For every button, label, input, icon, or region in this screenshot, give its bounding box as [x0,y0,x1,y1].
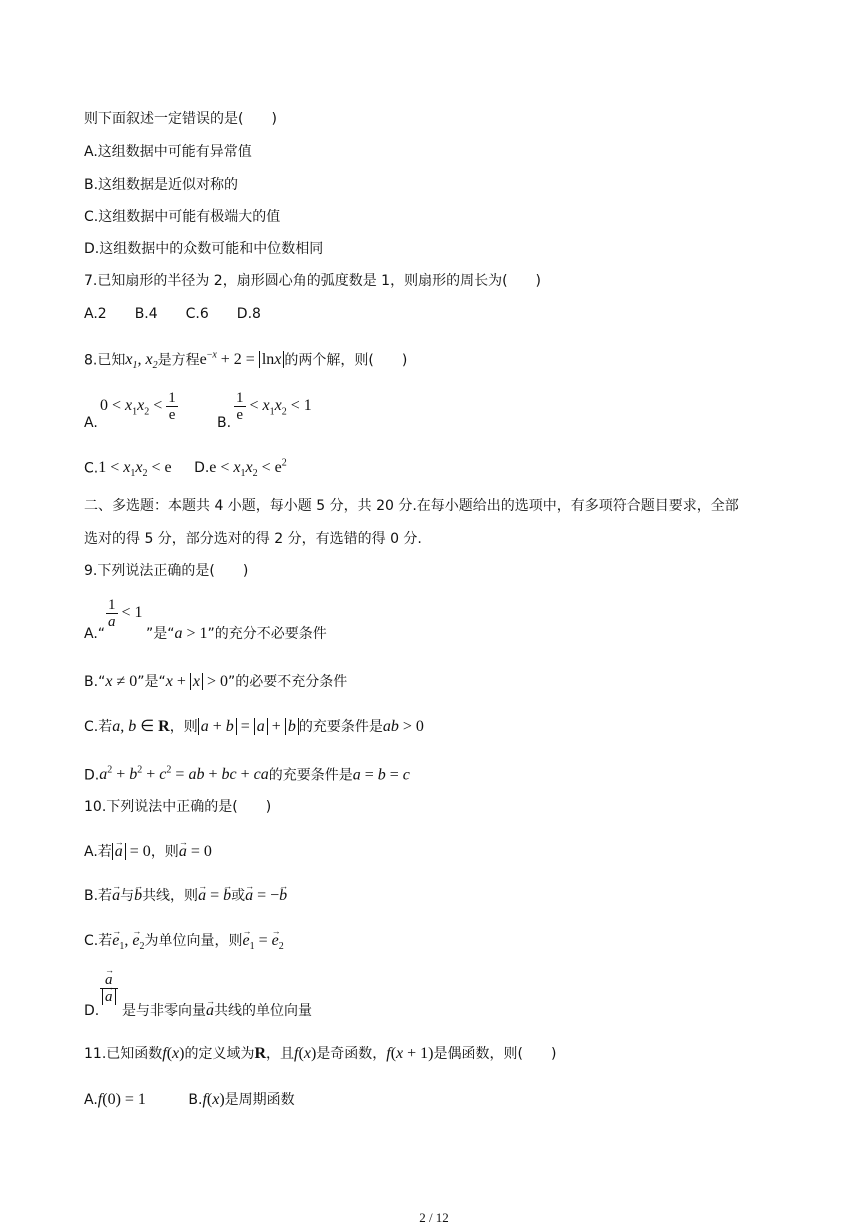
q9-option-b-math-2: x + x > 0 [165,673,229,690]
page-number: 2 / 12 [419,1210,449,1225]
q11-option-b-text: 是周期函数 [224,1092,295,1108]
q10-option-b-math-eq2: → a = −→ b [245,887,287,904]
q8-options-cd [84,455,287,484]
q10-option-c-math-2: → $e_1$ = → $e_2$ [242,932,283,949]
section-2-heading: 二、多选题：本题共 4 小题，每小题 5 分，共 20 分.在每小题给出的选项中，有多项符合题目要求，全部 [84,498,739,514]
q8-option-a-label: A. [84,415,98,431]
q9-option-c [84,718,424,736]
q11-math-R: R [254,1045,267,1062]
q11-option-a-math: f(0) = 1 [97,1091,146,1108]
q10-option-d-text: 是与非零向量→ a共线的单位向量 [122,1002,312,1020]
q11-math-fx-2: f(x) [294,1045,317,1062]
q8-option-d-math: $e < x_1x_2 < e^2$ [209,458,287,480]
question-11 [84,1045,556,1063]
q9-option-c-math-2: a + b = a + b [198,718,299,735]
q11-text-5: 是偶函数，则( ) [433,1046,557,1062]
q10-option-c-math-1: → $e_1$, → $e_2$ [112,932,144,949]
q10-option-a [84,843,212,861]
q9-option-c-math-1: a, b ∈ R [112,718,170,735]
q9-option-b-math-1: x ≠ 0 [105,673,138,690]
q10-option-b-text-2: 与 [120,888,135,904]
q10-option-d-math-frac: → a → a [100,972,118,1005]
q9-option-d [84,762,410,784]
q8-math-x1x2: $x_1$, $x_2$ [125,351,158,372]
q11-option-a-label: A. [84,1092,98,1108]
q10-option-c-text-2: 为单位向量，则 [144,933,243,949]
q10-option-a-text-1: A.若 [84,844,112,860]
q9-option-b-text-1: ”是“ [137,674,166,690]
q6-option-b: B.这组数据是近似对称的 [84,177,239,193]
q11-math-fx: f(x) [162,1045,185,1062]
q11-text-3: ，且 [266,1046,295,1062]
q6-option-d: D.这组数据中的众数可能和中位数相同 [84,241,324,257]
q8-option-a-math: $0 < x_1x_2$ < $\frac{1}{e}$ [100,390,176,423]
q6-option-c: C.这组数据中可能有极端大的值 [84,209,281,225]
q8-text-1: 8.已知 [84,352,126,369]
q9-option-b-text-2: ”的必要不充分条件 [228,674,348,690]
q10-option-b [84,887,287,905]
q9-option-a-label: A.“ [84,626,106,642]
q9-option-c-math-3: ab > 0 [382,718,424,735]
q9-option-c-text-3: 的充要条件是 [298,719,383,735]
q10-option-a-math-2: → a = 0 [179,843,212,860]
q8-option-c-math: $1 < x_1x_2 < e$ [98,459,172,480]
q9-option-b-label: B. [84,674,99,690]
q9-option-d-math-1: $a^2 + b^2 + c^2$ = ab + bc + ca [99,765,269,784]
q9-option-d-label: D. [84,767,100,784]
q9-option-d-text: 的充要条件是 [268,767,353,784]
q9-option-c-text-2: ，则 [169,719,198,735]
q8-option-d-label: D. [194,460,210,477]
q8-option-b-math: $\frac{1}{e}$ < $x_1x_2 < 1$ [236,390,312,423]
question-7: 7.已知扇形的半径为 2，扇形圆心角的弧度数是 1，则扇形的周长为( ) [84,273,541,289]
question-9: 9.下列说法正确的是( ) [84,563,249,579]
q9-option-d-math-2: a = b = c [352,766,410,784]
section-2-heading-cont: 选对的得 5 分，部分选对的得 2 分，有选错的得 0 分. [84,531,422,547]
q8-text-2: 是方程 [157,352,200,369]
q8-option-c-label: C. [84,460,99,477]
q10-option-b-math-a: → a [112,887,120,904]
q10-option-c [84,932,284,956]
q9-option-b: B.“x ≠ 0”是“x + x > 0”的必要不充分条件 [84,673,348,690]
q6-option-a: A.这组数据中可能有异常值 [84,144,252,160]
q10-option-b-text-3: 共线，则 [142,888,199,904]
q7-options: A.2 B.4 C.6 D.8 [84,306,261,322]
q10-option-a-math-1: → a = 0 [112,843,151,860]
q10-option-b-math-eq1: → a = → b [198,887,231,904]
q11-text-4: 是奇函数， [316,1046,387,1062]
q11-math-fx1: f(x + 1) [386,1045,434,1062]
q8-text-3: 的两个解，则( ) [284,352,408,369]
q9-option-a-math-frac: $\frac{1}{a}$ < 1 [108,597,143,630]
q11-text-1: 11.已知函数 [84,1046,163,1062]
question-10: 10.下列说法中正确的是( ) [84,799,272,815]
question-6-stem-tail: 则下面叙述一定错误的是( ) [84,111,277,127]
q10-option-a-text-2: ，则 [150,844,179,860]
q10-option-d-label: D. [84,1003,100,1019]
question-8 [84,347,407,376]
q10-option-b-text-1: B.若 [84,888,113,904]
q10-option-c-text-1: C.若 [84,933,113,949]
q8-option-b-label: B. [217,415,232,431]
q10-option-b-text-4: 或 [231,888,246,904]
q11-text-2: 的定义域为 [184,1046,255,1062]
q11-options-ab [84,1091,295,1109]
q9-option-a-text: ”是“a > 1”的充分不必要条件 [146,625,327,642]
q11-option-b-math: f(x) [202,1091,225,1108]
q10-option-b-math-b: → b [134,887,142,904]
q8-math-equation: $e^{-x} + 2 = \ln x$ [200,351,285,368]
q9-option-c-text-1: C.若 [84,719,113,735]
q11-option-b-label: B. [188,1092,203,1108]
